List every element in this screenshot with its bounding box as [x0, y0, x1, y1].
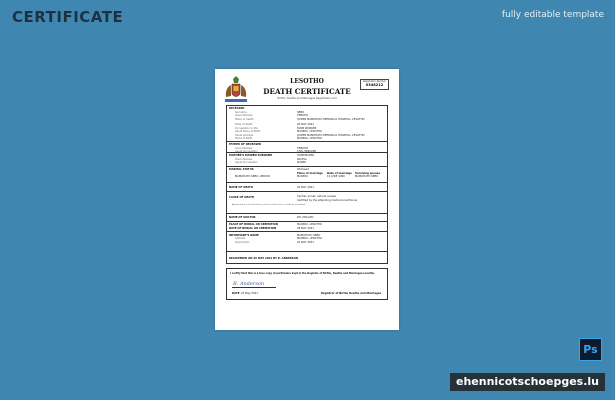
- field-value: Cardiac arrest, natural causes: [297, 195, 336, 198]
- column-value: MASERU: [297, 175, 308, 178]
- field-detail: Certified by the attending medical practitioner: [297, 198, 358, 202]
- field-value: PALESA: [297, 157, 307, 161]
- registration-number: 0348212: [365, 83, 384, 87]
- marital-section: [227, 167, 387, 183]
- certificate-form: [226, 105, 388, 264]
- field-value: 28 MAY 2021: [297, 226, 314, 230]
- field-heading: NAME OF DEATH: [229, 186, 253, 189]
- field-value: CIVIL SERVANT: [297, 149, 317, 153]
- registrar-section: [227, 252, 387, 265]
- field-value: TEBOHO: [297, 146, 308, 150]
- spouse-line: MAMOHATO SEBO, WIDOW: [235, 175, 270, 178]
- column-header: Place of marriage: [297, 171, 323, 175]
- date-value: 25 May 2021: [241, 292, 258, 295]
- watermark-label: ehennicotschoepges.lu: [450, 373, 605, 391]
- section-heading: DECEASED: [229, 107, 245, 110]
- field-label: Usual address: [235, 133, 254, 137]
- field-value: 22 MAY 2021: [297, 240, 314, 244]
- field-value: FARM WORKER: [297, 126, 317, 130]
- column-value: MAMOHATO SEBO: [355, 175, 379, 178]
- field-label: Usual Place of Birth: [235, 130, 261, 133]
- field-value: MASERU, LESOTHO: [297, 223, 322, 226]
- field-value: TEBOHO: [297, 114, 308, 117]
- registration-number-box: [360, 79, 389, 90]
- document-title: DEATH CERTIFICATE: [263, 87, 351, 96]
- field-value: MASERU, LESOTHO: [297, 137, 322, 140]
- marital-status: Widowed: [297, 168, 309, 171]
- field-label: Given Names: [235, 157, 253, 161]
- death-certificate-document: [215, 69, 399, 330]
- field-label: Given Names: [235, 114, 253, 117]
- section-heading: MARITAL STATUS: [229, 168, 254, 171]
- mother-section: [227, 153, 387, 167]
- registrar-office: Registrar of Births Deaths and Marriages: [321, 292, 382, 295]
- section-heading: FATHER OF DECEASED: [229, 143, 262, 146]
- photoshop-app-icon: Ps: [579, 338, 602, 361]
- deceased-section: [227, 106, 387, 142]
- field-label: Address: [235, 237, 246, 240]
- field-label: Date of death: [235, 123, 253, 126]
- date-label: DATE: [232, 292, 240, 295]
- registrar-signature: R. Anderson: [233, 281, 265, 287]
- signature-line: [232, 287, 276, 288]
- tagline: fully editable template: [501, 10, 604, 20]
- field-value: 20 MAY 2021: [297, 123, 314, 126]
- field-label: Given Names: [235, 146, 253, 150]
- field-value: DR. MOLAPO: [297, 216, 314, 219]
- registrar-line: REGISTERED ON 25 MAY 2021 BY R. ANDERSON: [229, 257, 299, 260]
- certification-box: [226, 268, 388, 300]
- field-value: NURSE: [297, 161, 306, 164]
- registration-label: Registration Number: [363, 80, 386, 83]
- field-value: SEBO: [297, 110, 305, 114]
- field-label: Place of Birth: [235, 137, 253, 140]
- burial-section: [227, 214, 387, 252]
- field-heading: NAME OF DOCTOR: [229, 216, 256, 219]
- country-name: LESOTHO: [290, 78, 324, 85]
- field-value: MASERU, LESOTHO: [297, 130, 322, 133]
- divider: [227, 191, 387, 192]
- field-label: Usual Occupation: [235, 149, 258, 153]
- section-heading: MOTHER'S MAIDEN SURNAME: [229, 154, 273, 157]
- column-header: Date of marriage: [327, 171, 352, 175]
- field-label: Occupation in life: [235, 126, 258, 130]
- brand-title: CERTIFICATE: [12, 8, 124, 26]
- field-value: QUEEN MAMOHATO MEMORIAL HOSPITAL, LESOTHO: [297, 133, 365, 137]
- field-value: MASERU, LESOTHO: [297, 237, 322, 240]
- field-label: Place of death: [235, 117, 254, 121]
- father-section: [227, 142, 387, 153]
- field-value: MAMOHATO SEBO: [297, 233, 321, 237]
- column-header: Surviving spouse: [355, 171, 381, 175]
- field-value: QUEEN MAMOHATO MEMORIAL HOSPITAL, LESOTHO: [297, 117, 365, 121]
- field-label: Description: [235, 240, 250, 244]
- field-note: Approximate interval between onset of disease or condition and death: [232, 204, 306, 206]
- field-value: HOMEMAKER: [297, 154, 315, 157]
- document-subtitle: Births, Deaths and Marriages Registration Act: [277, 97, 337, 100]
- field-value: 20 MAY 2021: [297, 186, 314, 189]
- certification-statement: I certify that this is a true copy of particulars kept in the Register of Births, Deaths and Marriages Lesotho.: [230, 272, 375, 275]
- divider: [227, 231, 387, 232]
- divider: [227, 221, 387, 222]
- field-heading: INFORMANT'S NAME: [229, 233, 259, 237]
- cause-section: [227, 183, 387, 214]
- field-heading: CAUSE OF DEATH: [229, 196, 255, 199]
- column-value: 12 JUNE 1990: [327, 175, 345, 178]
- field-heading: DATE OF BURIAL OR CREMATION: [229, 226, 277, 230]
- field-label: Surname: [235, 110, 247, 114]
- field-heading: PLACE OF BURIAL OR CREMATION: [229, 223, 278, 226]
- field-label: Usual Occupation: [235, 161, 258, 164]
